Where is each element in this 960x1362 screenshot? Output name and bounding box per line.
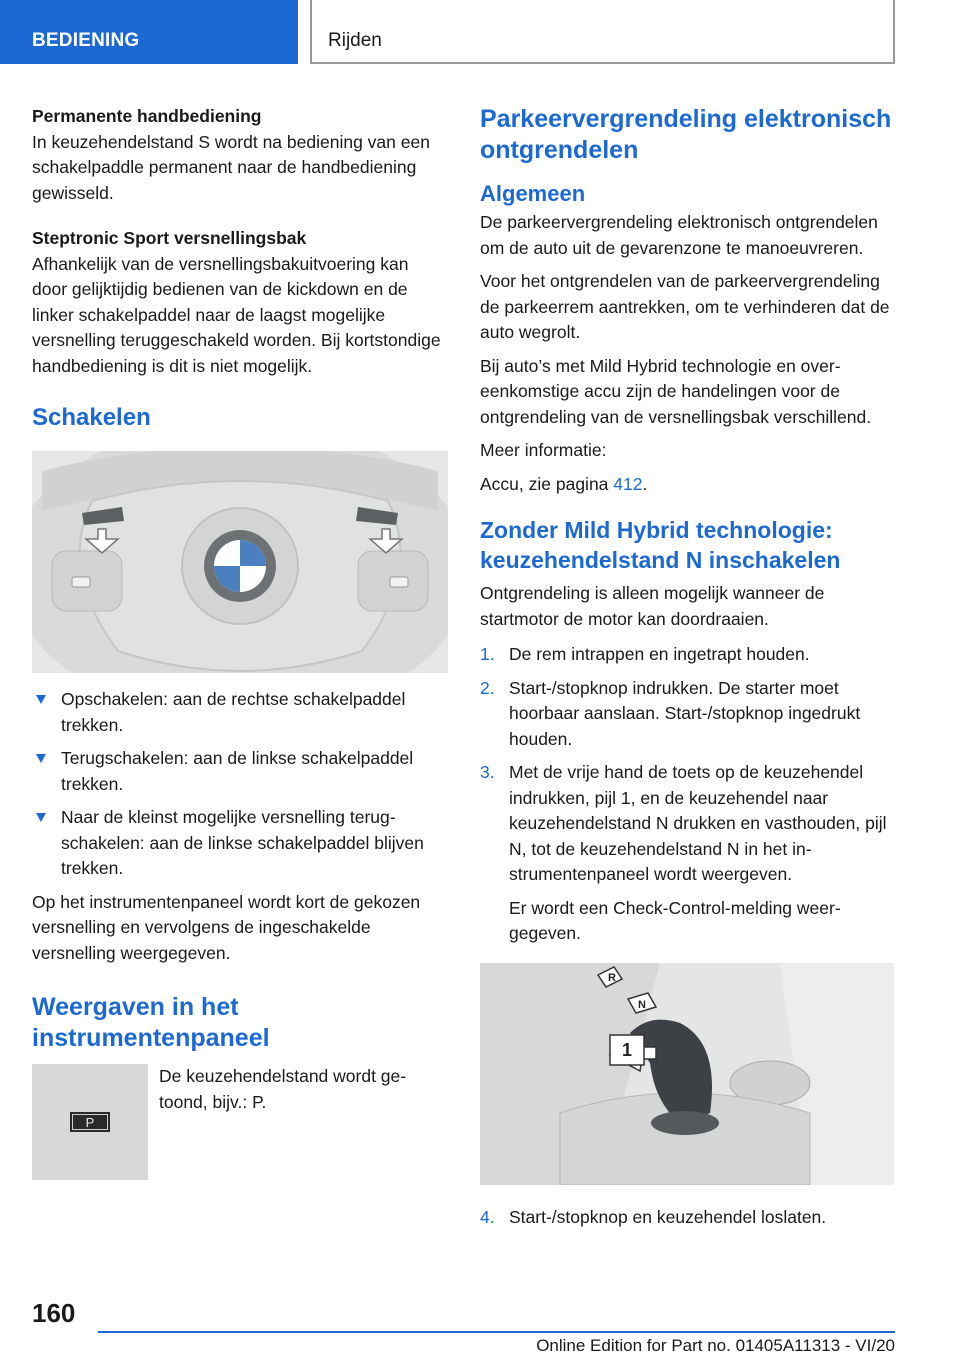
step-extra-text: Er wordt een Check-Control-melding weergegeven.	[509, 897, 841, 943]
shift-after-text: Op het instrumentenpaneel wordt kort de gekozen versnelling en vervolgens de ingeschakelde versnelling weergegeven.	[32, 891, 421, 963]
display-text: De keuzehendelstand wordt getoond, bijv.: P.	[159, 1066, 407, 1112]
ref-suffix: .	[642, 473, 648, 494]
list-item	[480, 1205, 896, 1231]
list-item	[32, 746, 448, 797]
steps-list	[480, 642, 896, 947]
triangle-bullet-icon	[36, 695, 46, 704]
gear-selector-illustration	[480, 963, 894, 1185]
step-text: Start-/stopknop en keuzehendel loslaten.	[509, 1206, 827, 1227]
general-heading: Algemeen	[480, 181, 586, 206]
triangle-bullet-icon	[36, 813, 46, 822]
steps-list-continued	[480, 1205, 896, 1231]
left-column	[32, 104, 448, 1184]
ref-prefix: Accu, zie pagina	[480, 473, 614, 494]
bullet-text: Opschakelen: aan de rechtse schakelpaddel trekken.	[61, 689, 406, 735]
general-p2: Voor het ontgrendelen van de parkeervergrendeling de parkeerrem aantrekken, om te verhinderen dat de auto wegrolt.	[480, 271, 890, 342]
nohybrid-intro: Ontgrendeling is alleen mogelijk wanneer de startmotor de motor kan doordraaien.	[480, 583, 825, 629]
footer-divider	[98, 1331, 895, 1333]
step-number: 2.	[480, 677, 495, 698]
page-reference	[480, 472, 896, 498]
manual-title: Permanente handbediening	[32, 106, 262, 126]
gear-p-icon	[32, 1064, 148, 1180]
list-item	[480, 642, 896, 668]
step-text: Start-/stopknop indrukken. De starter moet hoorbaar aanslaan. Start-/stopknop ingedrukt houden.	[509, 677, 861, 749]
shift-heading: Schakelen	[32, 404, 151, 431]
step-text: De rem intrappen en ingetrapt houden.	[509, 644, 810, 664]
more-info: Meer informatie:	[480, 440, 607, 460]
general-p3: Bij auto’s met Mild Hybrid technologie en overeenkomstige accu zijn de handelingen voor de ontgrendeling van de versnellingsbak verschillend.	[480, 355, 872, 427]
label-1: 1	[622, 1039, 633, 1060]
right-column	[480, 104, 896, 1238]
display-example	[32, 1064, 448, 1184]
display-image	[32, 1064, 148, 1180]
section-tab: BEDIENING	[0, 0, 298, 64]
step-text: Met de vrije hand de toets op de keuzehendel indrukken, pijl 1, en de keuzehendel naar keuzehendelstand N drukken en vasthouden, pijl N, tot de keuzehendelstand N in het instrumentenpaneel wordt weergeven.	[509, 762, 887, 884]
unlock-heading: Parkeervergrendeling elektronisch ontgrendelen	[480, 105, 892, 164]
manual-text: In keuzehendelstand S wordt na bediening van een schakelpaddle permanent naar de handbediening gewisseld.	[32, 131, 430, 203]
bullet-text: Naar de kleinst mogelijke versnelling terugschakelen: aan de linkse schakelpaddel blijven trekken.	[61, 807, 424, 878]
nohybrid-heading: Zonder Mild Hybrid technologie: keuzehendelstand N inschakelen	[480, 517, 841, 573]
steering-wheel-image	[32, 451, 448, 673]
general-p1: De parkeervergrendeling elektronisch ontgrendelen om de auto uit de gevarenzone te manoeuvreren.	[480, 212, 878, 258]
sport-title: Steptronic Sport versnellingsbak	[32, 228, 307, 248]
bullet-text: Terugschakelen: aan de linkse schakelpaddel trekken.	[61, 748, 414, 794]
step-number: 4.	[480, 1206, 495, 1227]
triangle-bullet-icon	[36, 754, 46, 763]
shift-bullet-list	[32, 687, 448, 882]
list-item	[32, 805, 448, 882]
label-r: R	[608, 971, 616, 984]
chapter-title: Rijden	[310, 0, 895, 64]
list-item	[32, 687, 448, 738]
list-item	[480, 676, 896, 753]
step-number: 3.	[480, 762, 495, 782]
page-number: 160	[32, 1298, 76, 1328]
list-item	[480, 760, 896, 947]
gear-p-label: P	[85, 1115, 95, 1130]
step-number: 1.	[480, 644, 495, 664]
page-link[interactable]: 412	[613, 473, 643, 494]
sport-text: Afhankelijk van de versnellingsbakuitvoering kan door gelijktijdig bedienen van de kickdown en de linker schakelpaddel naar de laagst mogelijke versnelling teruggeschakeld worden. Bij kortstondige handbediening is dit is niet mogelijk.	[32, 253, 441, 376]
steering-wheel-illustration	[32, 451, 448, 673]
edition-text: Online Edition for Part no. 01405A11313 - VI/20	[536, 1336, 895, 1355]
label-n: N	[638, 998, 646, 1011]
gear-selector-image	[480, 963, 894, 1185]
display-heading: Weergaven in het instrumentenpaneel	[32, 993, 270, 1052]
